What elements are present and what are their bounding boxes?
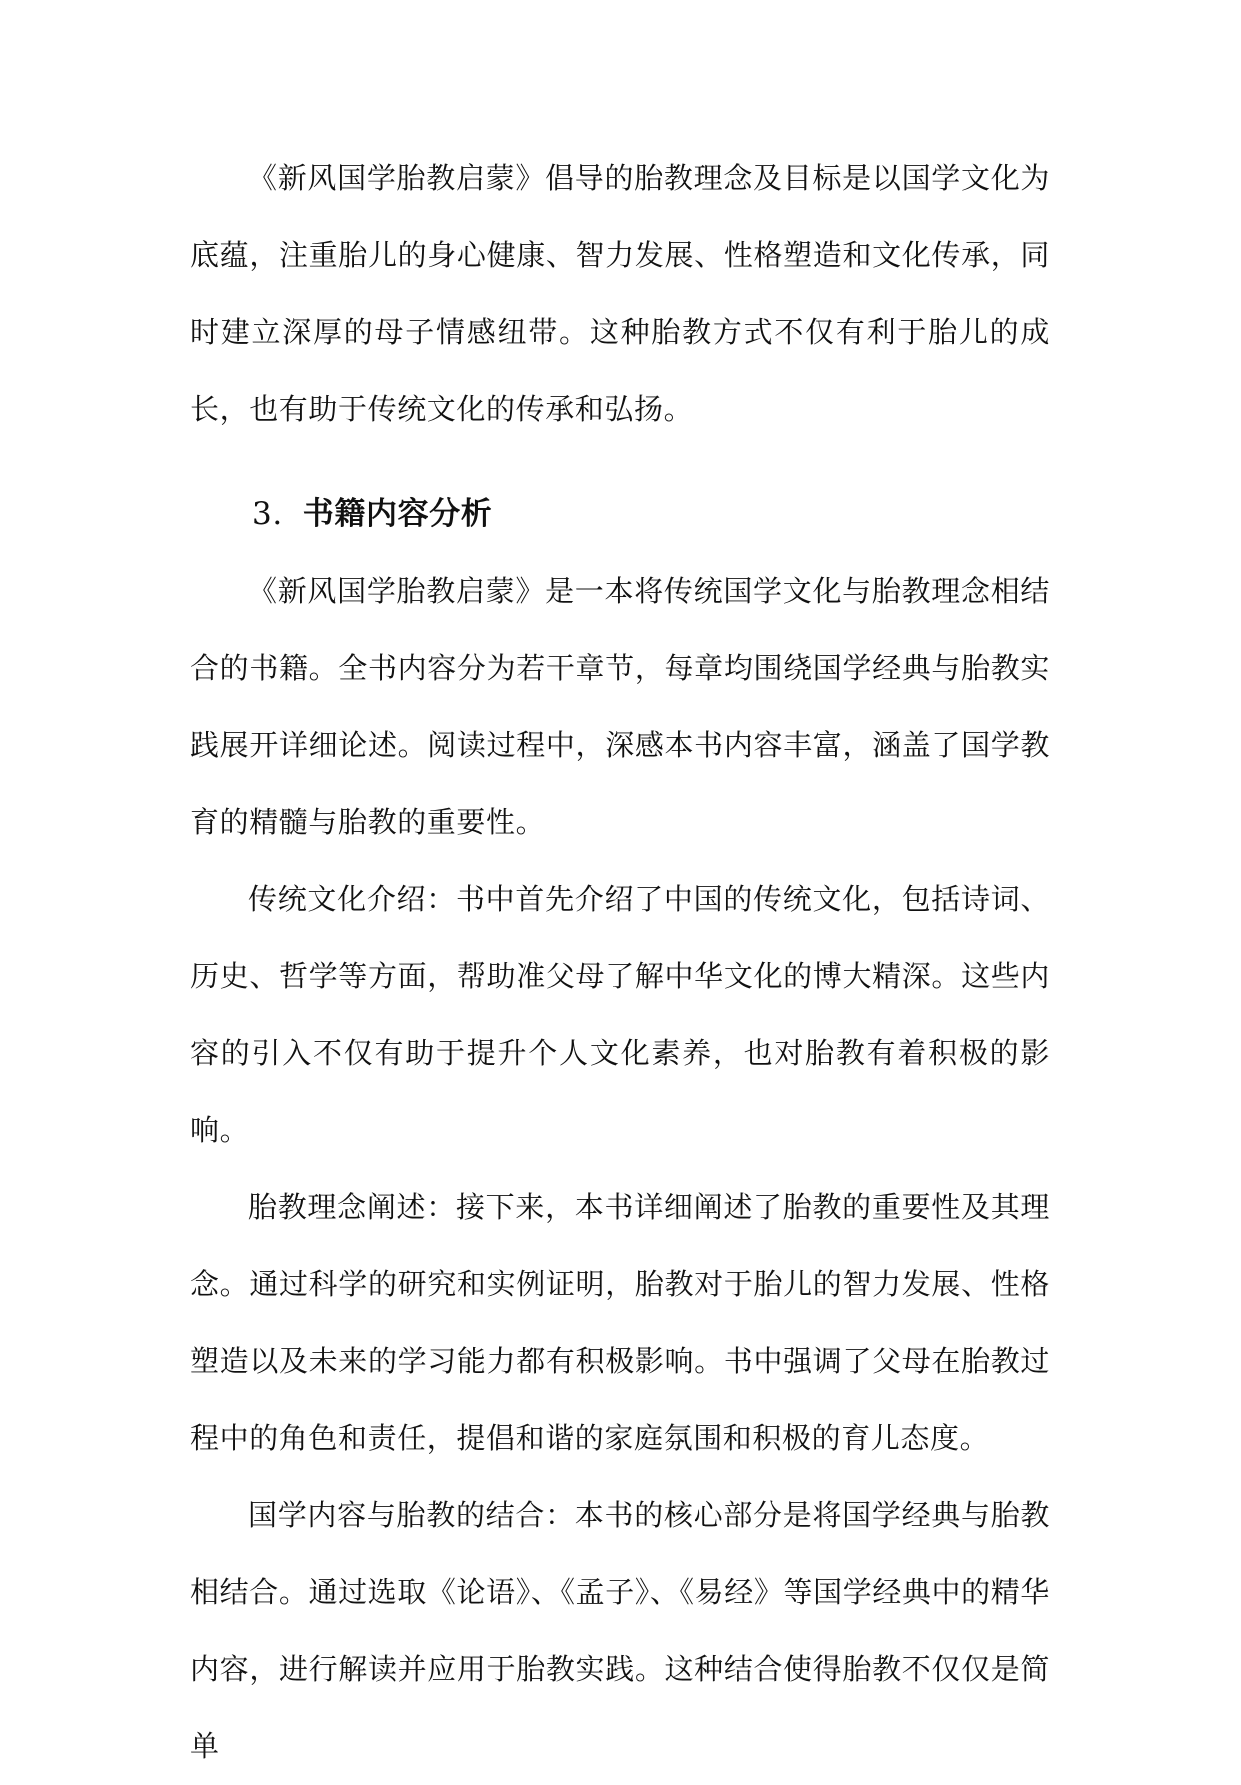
paragraph-traditional-culture: 传统文化介绍：书中首先介绍了中国的传统文化，包括诗词、历史、哲学等方面，帮助准父母了解中华文化的博大精深。这些内容的引入不仅有助于提升个人文化素养，也对胎教有着积极的影响。: [190, 882, 1050, 1147]
paragraph-book-overview: 《新风国学胎教启蒙》是一本将传统国学文化与胎教理念相结合的书籍。全书内容分为若干章节，每章均围绕国学经典与胎教实践展开详细论述。阅读过程中，深感本书内容丰富，涵盖了国学教育的精髓与胎教的重要性。: [190, 574, 1050, 839]
intro-paragraph: 《新风国学胎教启蒙》倡导的胎教理念及目标是以国学文化为底蕴，注重胎儿的身心健康、智力发展、性格塑造和文化传承，同时建立深厚的母子情感纽带。这种胎教方式不仅有利于胎儿的成长，也有助于传统文化的传承和弘扬。: [190, 161, 1050, 426]
paragraph-guoxue-combination: 国学内容与胎教的结合：本书的核心部分是将国学经典与胎教相结合。通过选取《论语》、《孟子》、《易经》等国学经典中的精华内容，进行解读并应用于胎教实践。这种结合使得胎教不仅仅是简单: [190, 1498, 1050, 1763]
paragraph-prenatal-concept: 胎教理念阐述：接下来，本书详细阐述了胎教的重要性及其理念。通过科学的研究和实例证明，胎教对于胎儿的智力发展、性格塑造以及未来的学习能力都有积极影响。书中强调了父母在胎教过程中的角色和责任，提倡和谐的家庭氛围和积极的育儿态度。: [190, 1190, 1050, 1455]
section-heading: [190, 476, 1050, 553]
section-number: 3.: [252, 496, 283, 532]
document-body: [190, 140, 1050, 1785]
section-title: 书籍内容分析: [302, 496, 493, 532]
